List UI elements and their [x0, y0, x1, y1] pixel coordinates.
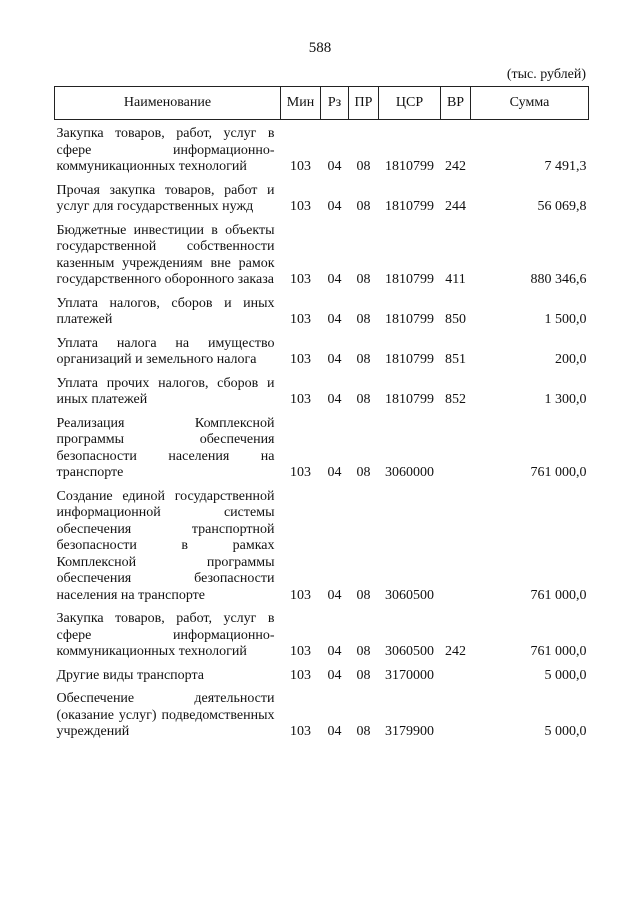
cell-pr: 08	[356, 392, 371, 407]
cell-pr: 08	[356, 199, 371, 214]
cell-pr: 08	[356, 667, 371, 683]
cell-rz: 04	[327, 159, 342, 174]
table-row	[55, 606, 589, 663]
cell-sum: 1 300,0	[544, 392, 587, 407]
cell-rz: 04	[327, 465, 342, 480]
cell-vr: 242	[445, 159, 466, 174]
cell-vr: 244	[445, 199, 466, 214]
cell-rz: 04	[327, 352, 342, 367]
cell-min: 103	[290, 667, 311, 683]
cell-name: Закупка товаров, работ, услуг в сфере информационно-коммуникационных технологий	[56, 611, 275, 659]
cell-csr: 1810799	[385, 159, 434, 174]
cell-name: Уплата прочих налогов, сборов и иных платежей	[56, 375, 275, 407]
cell-vr: 851	[445, 352, 466, 367]
cell-csr: 3170000	[385, 667, 434, 683]
units-label: (тыс. рублей)	[506, 67, 586, 82]
cell-rz: 04	[327, 199, 342, 214]
cell-csr: 3060500	[385, 587, 434, 603]
table-header-row	[55, 87, 589, 120]
cell-rz: 04	[327, 667, 342, 683]
cell-rz: 04	[327, 392, 342, 407]
cell-vr	[441, 663, 471, 687]
cell-sum: 5 000,0	[544, 724, 587, 739]
cell-csr: 3060000	[385, 465, 434, 480]
cell-rz: 04	[327, 724, 342, 739]
cell-rz: 04	[327, 644, 342, 659]
cell-min: 103	[290, 724, 311, 739]
cell-rz: 04	[327, 272, 342, 287]
cell-pr: 08	[356, 159, 371, 174]
cell-csr: 3179900	[385, 724, 434, 739]
cell-csr: 1810799	[385, 352, 434, 367]
cell-sum: 761 000,0	[530, 465, 587, 480]
cell-pr: 08	[356, 312, 371, 327]
cell-pr: 08	[356, 644, 371, 659]
header-pr: ПР	[349, 87, 379, 120]
cell-vr	[441, 411, 471, 484]
cell-vr: 852	[445, 392, 466, 407]
header-sum: Сумма	[471, 87, 589, 120]
cell-name: Создание единой государственной информационной системы обеспечения транспортной безопасности в рамках Комплексной программы обеспечения безопасности населения на транспорте	[56, 488, 275, 603]
cell-sum: 880 346,6	[530, 272, 587, 287]
table-row	[55, 120, 589, 178]
cell-name: Уплата налога на имущество организаций и земельного налога	[56, 335, 275, 367]
cell-min: 103	[290, 465, 311, 480]
budget-table	[54, 86, 589, 743]
cell-csr: 1810799	[385, 312, 434, 327]
header-vr: ВР	[441, 87, 471, 120]
cell-rz: 04	[327, 587, 342, 603]
cell-sum: 761 000,0	[530, 644, 587, 659]
cell-name: Реализация Комплексной программы обеспечения безопасности населения на транспорте	[56, 415, 275, 480]
cell-vr: 411	[445, 272, 466, 287]
cell-name: Уплата налогов, сборов и иных платежей	[56, 295, 275, 327]
cell-pr: 08	[356, 465, 371, 480]
table-row	[55, 331, 589, 371]
page-number: 588	[308, 40, 332, 56]
cell-vr: 242	[445, 644, 466, 659]
cell-vr	[441, 484, 471, 607]
cell-min: 103	[290, 392, 311, 407]
cell-sum: 1 500,0	[544, 312, 587, 327]
cell-pr: 08	[356, 352, 371, 367]
cell-csr: 1810799	[385, 392, 434, 407]
cell-sum: 5 000,0	[544, 667, 587, 683]
cell-sum: 7 491,3	[544, 159, 587, 174]
header-name: Наименование	[55, 87, 281, 120]
cell-pr: 08	[356, 272, 371, 287]
table-row	[55, 178, 589, 218]
header-csr: ЦСР	[379, 87, 441, 120]
cell-vr	[441, 686, 471, 743]
cell-rz: 04	[327, 312, 342, 327]
table-row	[55, 291, 589, 331]
cell-min: 103	[290, 644, 311, 659]
cell-name: Бюджетные инвестиции в объекты государственной собственности казенным учреждениям вне рамок государственного оборонного заказа	[56, 222, 275, 287]
cell-vr: 850	[445, 312, 466, 327]
cell-pr: 08	[356, 587, 371, 603]
table-row	[55, 663, 589, 687]
cell-sum: 761 000,0	[530, 587, 587, 603]
table-row	[55, 686, 589, 743]
cell-min: 103	[290, 312, 311, 327]
cell-sum: 56 069,8	[537, 199, 587, 214]
cell-name: Прочая закупка товаров, работ и услуг для государственных нужд	[56, 182, 275, 214]
cell-csr: 3060500	[385, 644, 434, 659]
cell-min: 103	[290, 159, 311, 174]
header-min: Мин	[281, 87, 321, 120]
cell-min: 103	[290, 352, 311, 367]
cell-min: 103	[290, 587, 311, 603]
cell-min: 103	[290, 199, 311, 214]
cell-pr: 08	[356, 724, 371, 739]
table-row	[55, 484, 589, 607]
cell-min: 103	[290, 272, 311, 287]
header-rz: Рз	[321, 87, 349, 120]
table-row	[55, 371, 589, 411]
cell-name: Закупка товаров, работ, услуг в сфере информационно-коммуникационных технологий	[56, 126, 275, 174]
table-row	[55, 218, 589, 291]
cell-sum: 200,0	[555, 352, 587, 367]
cell-name: Обеспечение деятельности (оказание услуг) подведомственных учреждений	[56, 691, 275, 739]
cell-name: Другие виды транспорта	[56, 667, 204, 683]
table-row	[55, 411, 589, 484]
cell-csr: 1810799	[385, 199, 434, 214]
cell-csr: 1810799	[385, 272, 434, 287]
